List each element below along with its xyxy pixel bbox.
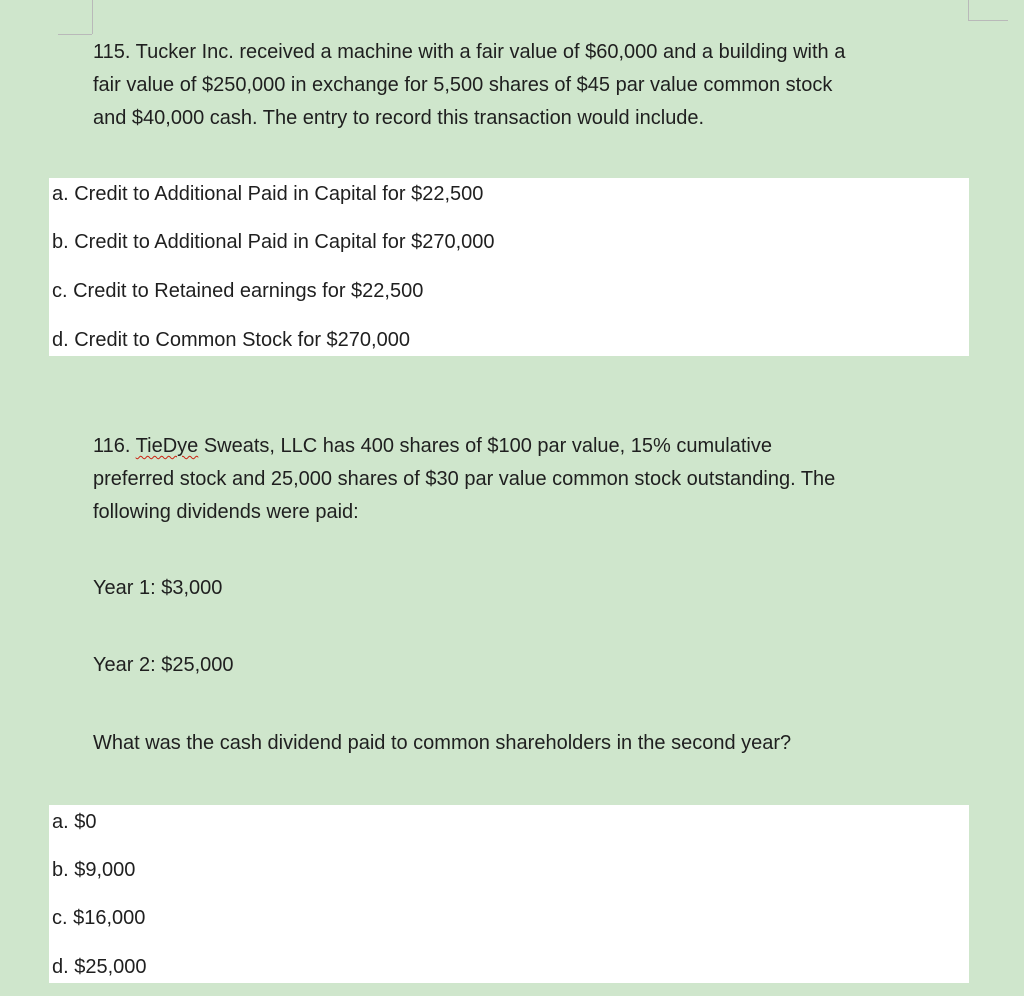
question-115-line-1 — [93, 36, 963, 69]
dividend-year-1: Year 1: $3,000 — [93, 577, 223, 599]
crop-mark-right-horizontal — [968, 20, 1008, 21]
question-116-line-2: preferred stock and 25,000 shares of $30 par value common stock outstanding. The — [93, 468, 836, 490]
question-number: 115. — [93, 41, 131, 63]
question-116 — [93, 430, 963, 529]
answer-choice-c[interactable]: c. Credit to Retained earnings for $22,500 — [52, 280, 424, 302]
question-115 — [93, 36, 963, 135]
crop-mark-left — [92, 0, 93, 34]
company-name: TieDye — [135, 435, 199, 457]
question-116-prompt: What was the cash dividend paid to common shareholders in the second year? — [93, 732, 792, 754]
question-116-line-3: following dividends were paid: — [93, 501, 359, 523]
answer-choice-b[interactable]: b. $9,000 — [52, 859, 136, 881]
answer-choice-d[interactable]: d. Credit to Common Stock for $270,000 — [52, 329, 410, 351]
crop-mark-left-horizontal — [58, 34, 92, 35]
answer-choice-c[interactable]: c. $16,000 — [52, 907, 146, 929]
answer-choice-a[interactable]: a. $0 — [52, 811, 97, 833]
question-115-text-1: Tucker Inc. received a machine with a fair value of $60,000 and a building with a — [135, 41, 846, 63]
answer-choice-d[interactable]: d. $25,000 — [52, 956, 147, 978]
question-116-line-1 — [93, 430, 963, 463]
question-number: 116. — [93, 435, 131, 457]
question-115-line-2: fair value of $250,000 in exchange for 5,500 shares of $45 par value common stock — [93, 74, 833, 96]
question-116-text-1: Sweats, LLC has 400 shares of $100 par value, 15% cumulative — [198, 435, 772, 457]
question-115-line-3: and $40,000 cash. The entry to record this transaction would include. — [93, 107, 705, 129]
answer-choice-b[interactable]: b. Credit to Additional Paid in Capital for $270,000 — [52, 231, 495, 253]
answer-choices-115 — [49, 178, 969, 356]
dividend-year-2: Year 2: $25,000 — [93, 654, 234, 676]
answer-choices-116 — [49, 805, 969, 983]
crop-mark-right — [968, 0, 969, 20]
answer-choice-a[interactable]: a. Credit to Additional Paid in Capital for $22,500 — [52, 183, 484, 205]
